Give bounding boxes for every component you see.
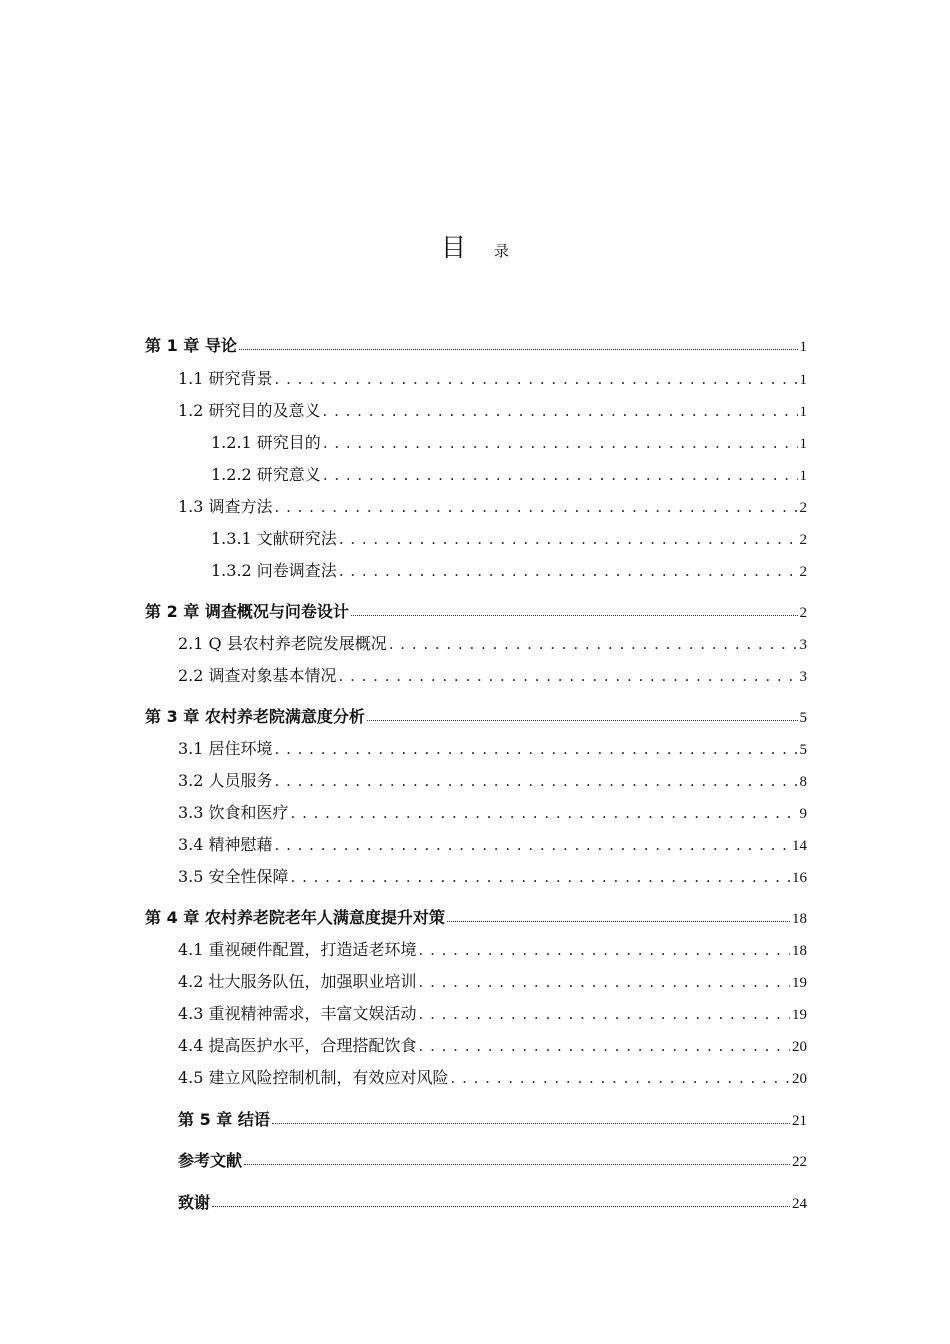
toc-leader [291,803,798,822]
toc-leader [244,1163,790,1165]
toc-leader [447,920,790,922]
toc-entry-label: 4.3 重视精神需求，丰富文娱活动 [178,1004,417,1023]
toc-entry[interactable] [178,631,807,654]
toc-entry-page: 1 [799,436,807,452]
toc-entry[interactable] [178,1190,807,1213]
toc-entry-page: 19 [792,1007,807,1023]
toc-leader [239,348,798,350]
toc-entry-label: 致谢 [178,1193,211,1212]
title-main: 目 [440,233,466,262]
toc-entry[interactable] [178,1065,807,1088]
toc-entry-page: 2 [799,564,807,580]
toc-entry[interactable] [178,864,807,887]
toc-entry[interactable] [145,905,807,928]
toc-leader [272,1122,790,1124]
toc-leader [339,561,798,580]
toc-entry-label: 第 1 章 导论 [145,336,237,355]
toc-entry[interactable] [211,430,807,453]
toc-entry[interactable] [178,832,807,855]
toc-entry-page: 5 [799,742,807,758]
toc-entry[interactable] [178,1033,807,1056]
toc-entry-page: 1 [799,372,807,388]
toc-entry-label: 3.5 安全性保障 [178,867,289,886]
toc-leader [323,465,798,484]
toc-leader [419,1036,790,1055]
toc-entry-page: 14 [792,838,807,854]
toc-entry-label: 1.3.1 文献研究法 [211,529,337,548]
toc-entry-label: 3.2 人员服务 [178,771,273,790]
toc-entry-label: 第 4 章 农村养老院老年人满意度提升对策 [145,908,445,927]
toc-entry-label: 2.2 调查对象基本情况 [178,666,337,685]
toc-entry-page: 19 [792,975,807,991]
toc-leader [291,867,790,886]
toc-entry-label: 1.3.2 问卷调查法 [211,561,337,580]
toc-leader [351,614,798,616]
toc-entry[interactable] [178,494,807,517]
toc-entry[interactable] [178,366,807,389]
toc-entry-label: 1.3 调查方法 [178,497,273,516]
toc-entry-page: 21 [792,1113,807,1129]
toc-leader [419,940,790,959]
toc-entry-page: 3 [799,637,807,653]
toc-entry-label: 3.1 居住环境 [178,739,273,758]
title-sub: 录 [494,242,510,260]
toc-leader [419,972,790,991]
toc-entry[interactable] [178,1148,807,1171]
toc-entry-label: 4.2 壮大服务队伍，加强职业培训 [178,972,417,991]
toc-leader [323,401,798,420]
toc-entry[interactable] [178,398,807,421]
toc-entry[interactable] [178,800,807,823]
toc-leader [367,719,798,721]
toc-leader [275,835,790,854]
toc-leader [275,771,798,790]
toc-entry-page: 18 [792,943,807,959]
toc-entry-label: 参考文献 [178,1151,243,1170]
toc-leader [419,1004,790,1023]
toc-leader [389,634,798,653]
toc-entry[interactable] [178,768,807,791]
toc-leader [451,1068,790,1087]
toc-entry-page: 20 [792,1071,807,1087]
toc-entry[interactable] [178,736,807,759]
toc-entry-page: 8 [799,774,807,790]
toc-entry[interactable] [178,1107,807,1130]
toc-entry-label: 1.2.2 研究意义 [211,465,321,484]
toc-entry[interactable] [211,462,807,485]
toc-entry-page: 2 [799,500,807,516]
toc-entry[interactable] [211,558,807,581]
toc-entry[interactable] [145,333,807,356]
toc-leader [275,739,798,758]
toc-entry-page: 1 [799,404,807,420]
page-title [0,228,950,264]
toc-entry-label: 第 5 章 结语 [178,1110,270,1129]
toc-entry-page: 16 [792,870,807,886]
toc-entry-page: 1 [799,339,807,355]
toc-entry[interactable] [178,969,807,992]
toc-entry[interactable] [145,599,807,622]
toc-entry[interactable] [145,704,807,727]
toc-entry-label: 4.5 建立风险控制机制，有效应对风险 [178,1068,449,1087]
toc-leader [339,666,798,685]
toc-entry-page: 9 [799,806,807,822]
toc-entry-label: 2.1 Q 县农村养老院发展概况 [178,634,387,653]
toc-entry-label: 3.3 饮食和医疗 [178,803,289,822]
toc-entry-label: 1.2 研究目的及意义 [178,401,321,420]
toc-entry-page: 5 [799,710,807,726]
toc-leader [212,1205,790,1207]
toc-entry[interactable] [178,937,807,960]
toc-entry-label: 3.4 精神慰藉 [178,835,273,854]
toc-entry-page: 2 [799,532,807,548]
toc-entry-label: 1.1 研究背景 [178,369,273,388]
toc-entry-label: 4.1 重视硬件配置，打造适老环境 [178,940,417,959]
toc-entry-page: 20 [792,1039,807,1055]
toc-entry-label: 4.4 提高医护水平，合理搭配饮食 [178,1036,417,1055]
toc-entry-label: 1.2.1 研究目的 [211,433,321,452]
toc-entry-page: 18 [792,911,807,927]
toc-entry-label: 第 2 章 调查概况与问卷设计 [145,602,349,621]
toc-entry[interactable] [211,526,807,549]
toc-entry-label: 第 3 章 农村养老院满意度分析 [145,707,365,726]
toc-leader [323,433,798,452]
toc-leader [275,369,798,388]
toc-entry[interactable] [178,1001,807,1024]
toc-leader [275,497,798,516]
toc-entry-page: 1 [799,468,807,484]
toc-entry-page: 22 [792,1154,807,1170]
toc-entry-page: 2 [799,605,807,621]
toc-entry[interactable] [178,663,807,686]
toc-leader [339,529,798,548]
toc-entry-page: 24 [792,1196,807,1212]
toc-entry-page: 3 [799,669,807,685]
